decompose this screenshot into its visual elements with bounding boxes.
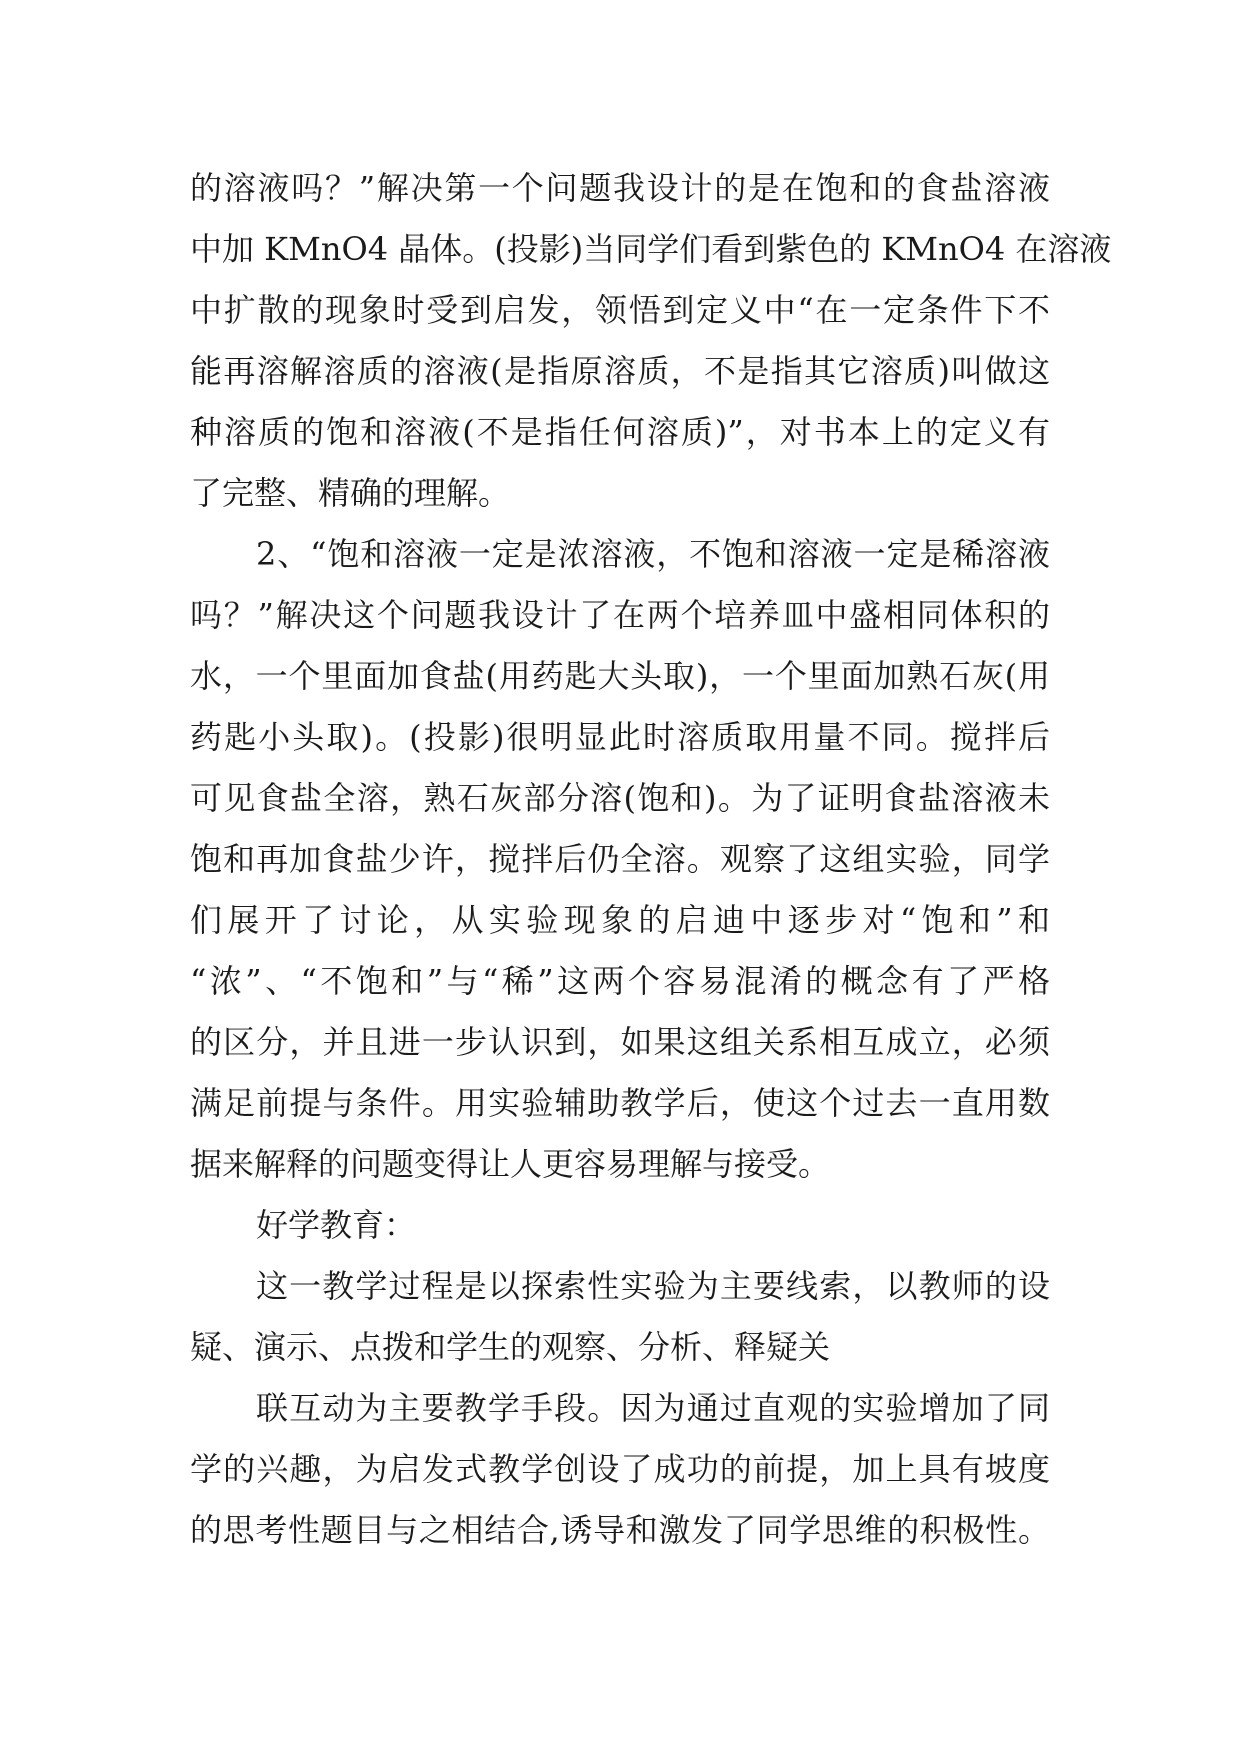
paragraph-first-line: 2、“饱和溶液一定是浓溶液，不饱和溶液一定是稀溶液 — [256, 535, 1050, 573]
text-line: 了完整、精确的理解。 — [190, 474, 511, 512]
text-line: 可见食盐全溶，熟石灰部分溶(饱和)。为了证明食盐溶液未 — [190, 779, 1050, 817]
text-line: 满足前提与条件。用实验辅助教学后，使这个过去一直用数 — [190, 1084, 1050, 1122]
paragraph-first-line: 联互动为主要教学手段。因为通过直观的实验增加了同 — [256, 1389, 1050, 1427]
paragraph-first-line: 这一教学过程是以探索性实验为主要线索，以教师的设 — [256, 1267, 1050, 1305]
text-line: “浓”、“不饱和”与“稀”这两个容易混淆的概念有了严格 — [190, 962, 1050, 1000]
text-line: 中扩散的现象时受到启发，领悟到定义中“在一定条件下不 — [190, 291, 1050, 329]
text-line: 疑、演示、点拨和学生的观察、分析、释疑关 — [190, 1328, 831, 1366]
text-line: 的区分，并且进一步认识到，如果这组关系相互成立，必须 — [190, 1023, 1050, 1061]
text-line: 中加 KMnO4 晶体。(投影)当同学们看到紫色的 KMnO4 在溶液 — [190, 230, 1112, 268]
text-line: 饱和再加食盐少许，搅拌后仍全溶。观察了这组实验，同学 — [190, 840, 1050, 878]
text-line: 学的兴趣，为启发式教学创设了成功的前提，加上具有坡度 — [190, 1450, 1050, 1488]
text-line: 据来解释的问题变得让人更容易理解与接受。 — [190, 1145, 831, 1183]
text-line: 们展开了讨论，从实验现象的启迪中逐步对“饱和”和 — [190, 901, 1050, 939]
text-line: 种溶质的饱和溶液(不是指任何溶质)”，对书本上的定义有 — [190, 413, 1050, 451]
section-heading: 好学教育： — [256, 1206, 417, 1244]
text-line: 吗？”解决这个问题我设计了在两个培养皿中盛相同体积的 — [190, 596, 1050, 634]
text-line: 的思考性题目与之相结合,诱导和激发了同学思维的积极性。 — [190, 1511, 1050, 1549]
text-line: 能再溶解溶质的溶液(是指原溶质，不是指其它溶质)叫做这 — [190, 352, 1050, 390]
text-line: 水，一个里面加食盐(用药匙大头取)，一个里面加熟石灰(用 — [190, 657, 1050, 695]
text-line: 的溶液吗？”解决第一个问题我设计的是在饱和的食盐溶液 — [190, 169, 1050, 207]
text-line: 药匙小头取)。(投影)很明显此时溶质取用量不同。搅拌后 — [190, 718, 1050, 756]
